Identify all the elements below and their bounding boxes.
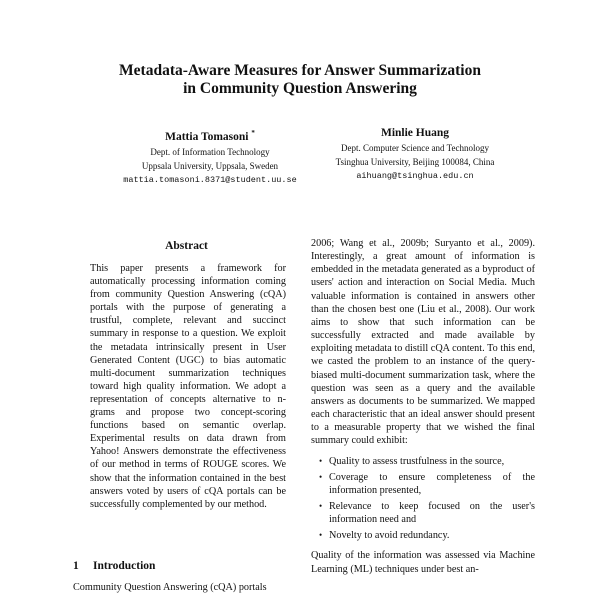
author-footnote-marker: * (251, 129, 255, 137)
right-column (311, 237, 535, 576)
author-affiliation-dept: Dept. of Information Technology (150, 146, 270, 157)
author-name: Minlie Huang (380, 127, 450, 139)
paper-title-line-1: Metadata-Aware Measures for Answer Summarization (119, 62, 481, 79)
list-item-text: Coverage to ensure completeness of the information presented, (329, 471, 535, 496)
right-paragraph-2: Quality of the information was assessed via Machine Learning (ML) techniques under best an- (311, 550, 535, 575)
list-item-text: Novelty to avoid redundancy. (329, 530, 450, 542)
property-list (311, 455, 535, 543)
author-affiliation-univ: Uppsala University, Uppsala, Sweden (141, 160, 279, 171)
abstract-heading: Abstract (165, 240, 208, 252)
author-email[interactable]: aihuang@tsinghua.edu.cn (356, 171, 474, 181)
author-affiliation-dept: Dept. Computer Science and Technology (341, 143, 489, 153)
author-affiliation-univ: Tsinghua University, Beijing 100084, China (335, 157, 495, 167)
list-item-text: Quality to assess trustfulness in the source, (329, 455, 505, 467)
list-item (311, 500, 535, 526)
intro-text: Community Question Answering (cQA) portals (73, 582, 267, 593)
paper-title-line-2: in Community Question Answering (183, 80, 417, 97)
author-email[interactable]: mattia.tomasoni.8371@student.uu.se (123, 174, 297, 185)
section-heading (73, 560, 155, 572)
list-item-text: Relevance to keep focused on the user's information need and (329, 500, 535, 526)
paper-title (0, 62, 600, 98)
author-block-1 (95, 125, 325, 188)
bullet-icon: • (319, 530, 323, 541)
author-name-line (95, 125, 325, 145)
section-number: 1 (73, 560, 79, 572)
bullet-icon: • (319, 471, 323, 482)
bullet-icon: • (319, 455, 323, 466)
section-title: Introduction (93, 560, 156, 572)
list-item (311, 471, 535, 497)
author-block-2 (300, 125, 530, 184)
abstract-text: This paper presents a framework for automatically processing information coming from community Question Answering (cQA) portals with the purpose of generating a trustful, complete, relevant and succinct summary in response to a question. We exploit the metadata intrinsically present in User Generated Content (UGC) to bias automatic multi-document summarization techniques toward high quality information. We adopt a representation of concepts alternative to n-grams and propose two concept-scoring functions based on semantic overlap. Experimental results on data drawn from Yahoo! Answers demonstrate the effectiveness of our method in terms of ROUGE scores. We show that the information contained in the best answers voted by users of cQA portals can be successfully complemented by our method. (90, 263, 286, 510)
right-paragraph-1: 2006; Wang et al., 2009b; Suryanto et al., 2009). Interestingly, a great amount of information is embedded in the metadata generated as a byproduct of users' action and interaction on Social Media. Much valuable information is contained in answers other than the chosen best one (Liu et al., 2008). Our work aims to show that such information can be successfully extracted and made available by exploiting metadata to distill cQA content. To this end, we casted the problem to an instance of the query-biased multi-document summarization task, where the question was seen as a query and the available answers as documents to be summarized. We mapped each characteristic that an ideal answer should present to a measurable property that we wished the final summary could exhibit: (311, 238, 535, 447)
bullet-icon: • (319, 500, 323, 511)
list-item (311, 529, 535, 542)
list-item (311, 455, 535, 468)
author-name: Mattia Tomasoni (165, 130, 249, 143)
